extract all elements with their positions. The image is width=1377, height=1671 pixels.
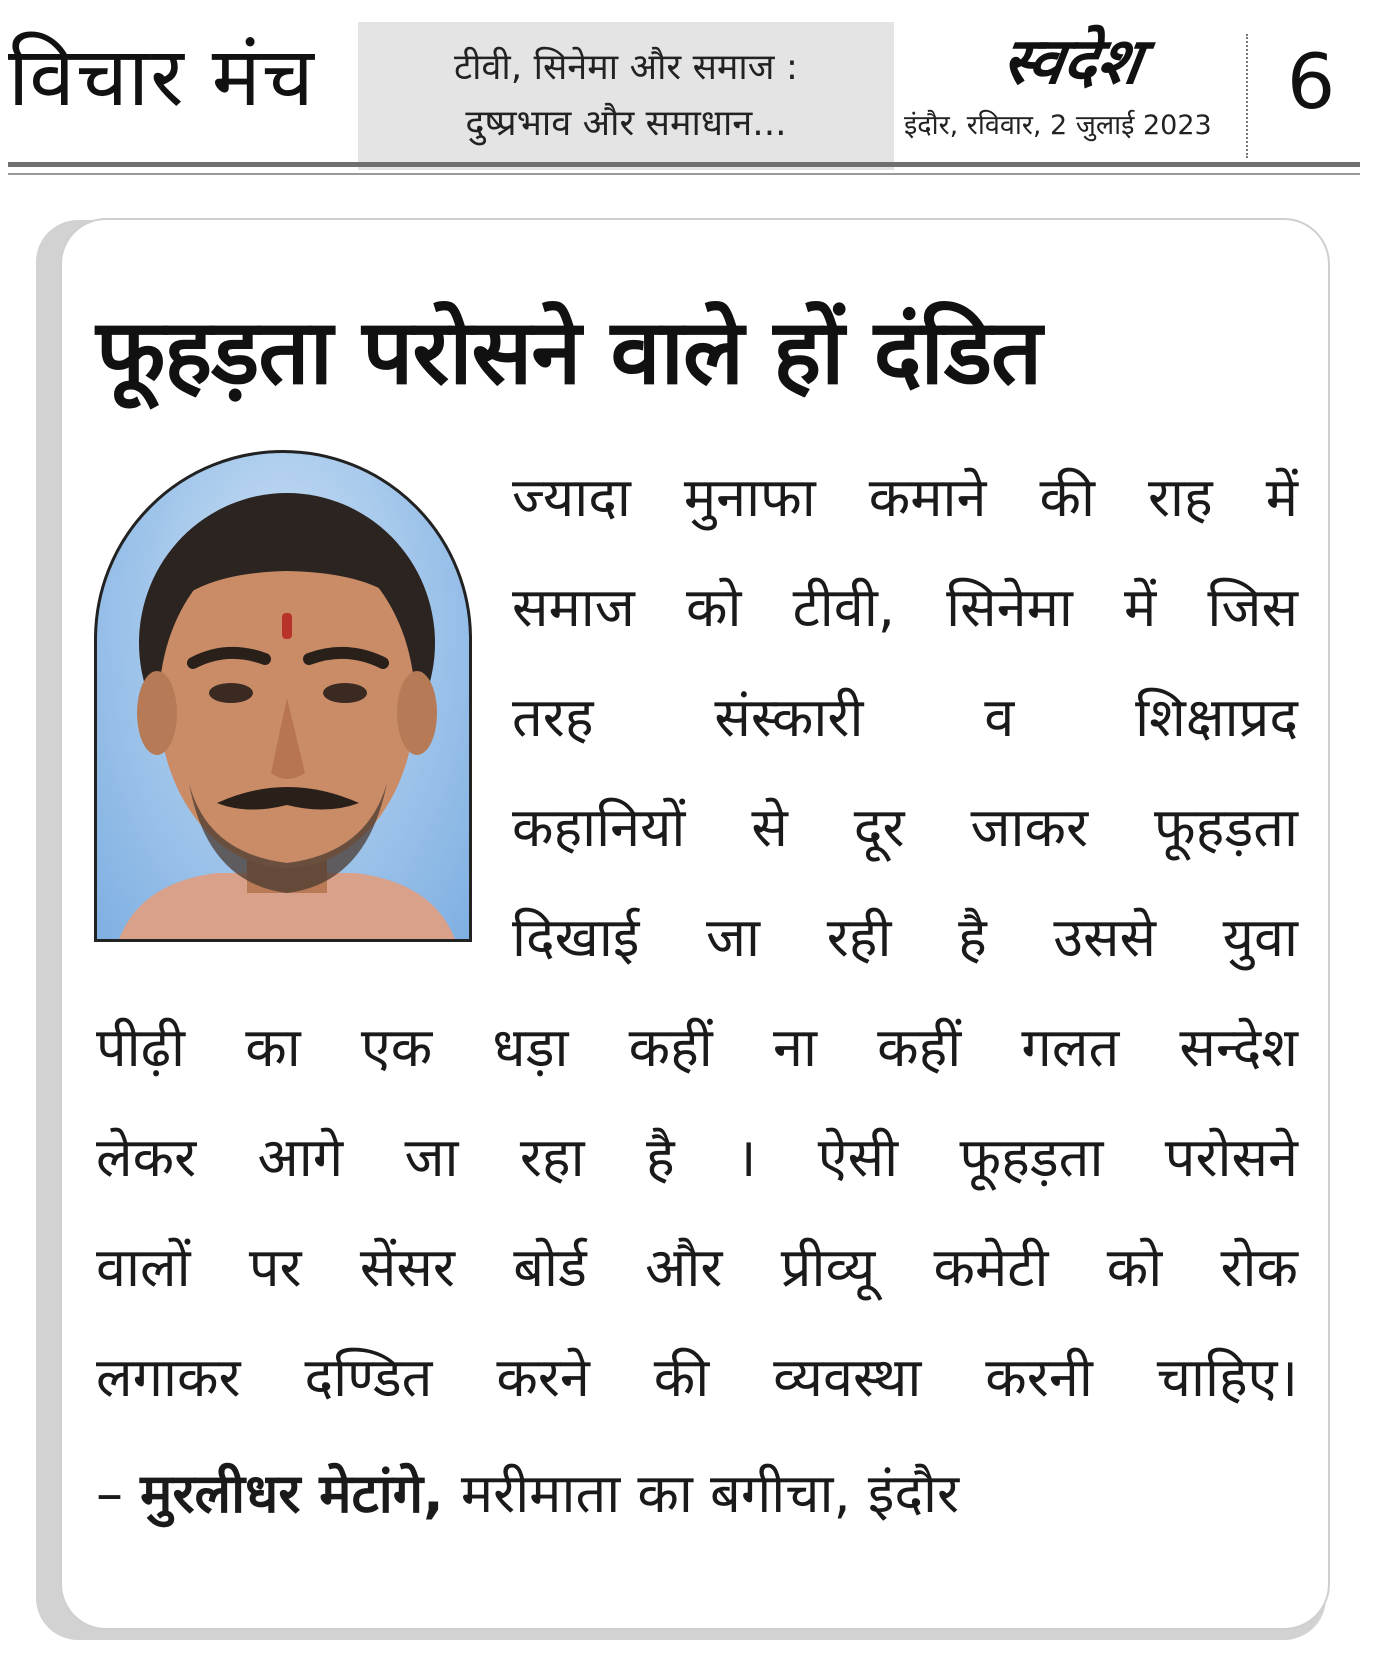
header-rule-thick — [8, 162, 1360, 167]
topic-line-2: दुष्प्रभाव और समाधान... — [465, 103, 787, 144]
letter-line: दिखाई जा रही है उससे युवा — [512, 906, 1298, 969]
dateline: इंदौर, रविवार, 2 जुलाई 2023 — [904, 110, 1212, 141]
letter-line: समाज को टीवी, सिनेमा में जिस — [512, 576, 1298, 639]
letter-line: तरह संस्कारी व शिक्षाप्रद — [512, 686, 1298, 749]
page-number: 6 — [1286, 37, 1336, 126]
letter-line: ज्यादा मुनाफा कमाने की राह में — [512, 466, 1298, 529]
signature-place: मरीमाता का बगीचा, इंदौर — [443, 1462, 960, 1525]
letter-line: लगाकर दण्डित करने की व्यवस्था करनी चाहिए। — [96, 1346, 1298, 1409]
author-portrait — [94, 450, 472, 942]
signature-dash: – — [96, 1462, 141, 1525]
page-header — [0, 0, 1377, 180]
page-number-divider — [1246, 34, 1248, 158]
signature-author: मुरलीधर मेटांगे, — [140, 1462, 444, 1525]
header-rule-thin — [8, 173, 1360, 175]
letter-signature — [96, 1444, 1298, 1544]
topic-box — [358, 22, 894, 170]
letter-line: पीढ़ी का एक धड़ा कहीं ना कहीं गलत सन्देश — [96, 1016, 1298, 1079]
section-name: विचार मंच — [8, 30, 315, 125]
person-photo-icon — [97, 453, 472, 942]
letter-line: लेकर आगे जा रहा है । ऐसी फूहड़ता परोसने — [96, 1126, 1298, 1189]
letter-line: वालों पर सेंसर बोर्ड और प्रीव्यू कमेटी को रोक — [96, 1236, 1298, 1299]
newspaper-logo: स्वदेश — [997, 25, 1147, 99]
article-headline: फूहड़ता परोसने वाले हों दंडित — [96, 300, 1042, 405]
masthead — [904, 24, 1212, 154]
letter-line: कहानियों से दूर जाकर फूहड़ता — [512, 796, 1298, 859]
topic-line-1: टीवी, सिनेमा और समाज : — [453, 47, 799, 88]
